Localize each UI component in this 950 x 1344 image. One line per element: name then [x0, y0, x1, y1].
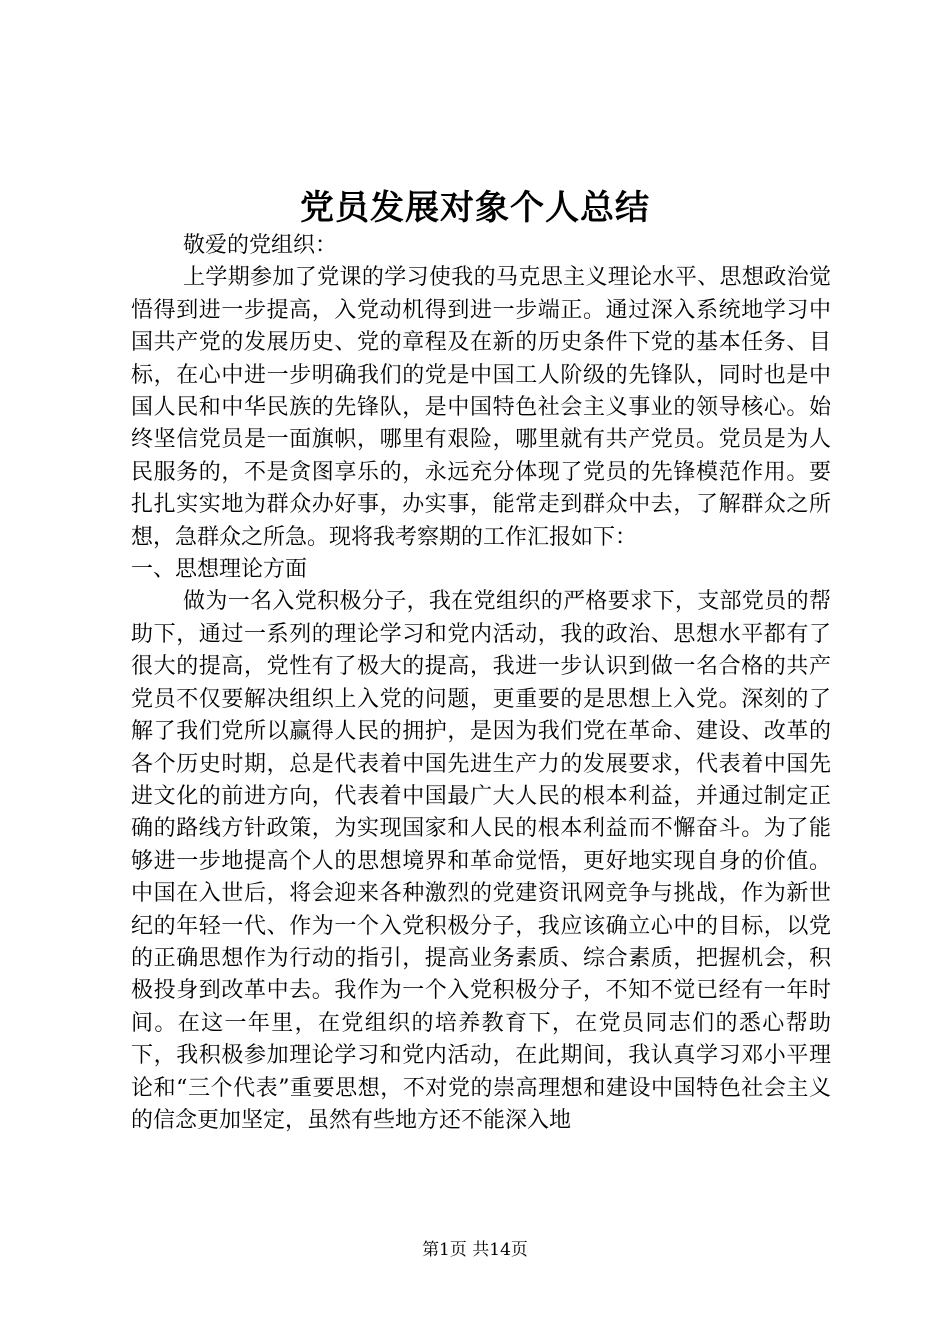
intro-paragraph: 上学期参加了党课的学习使我的马克思主义理论水平、思想政治觉悟得到进一步提高，入党动机得到进一步端正。通过深入系统地学习中国共产党的发展历史、党的章程及在新的历史条件下党的基本任务、目标，在心中进一步明确我们的党是中国工人阶级的先锋队，同时也是中国人民和中华民族的先锋队，是中国特色社会主义事业的领导核心。始终坚信党员是一面旗帜，哪里有艰险，哪里就有共产党员。党员是为人民服务的，不是贪图享乐的，永远充分体现了党员的先锋模范作用。要扎扎实实地为群众办好事，办实事，能常走到群众中去，了解群众之所想，急群众之所急。现将我考察期的工作汇报如下： — [131, 265, 831, 550]
section-heading: 一、思想理论方面 — [131, 557, 308, 583]
document-title: 党员发展对象个人总结 — [300, 188, 650, 228]
section-paragraph: 做为一名入党积极分子，我在党组织的严格要求下，支部党员的帮助下，通过一系列的理论学习和党内活动，我的政治、思想水平都有了很大的提高，党性有了极大的提高，我进一步认识到做一名合格的共产党员不仅要解决组织上入党的问题，更重要的是思想上入党。深刻的了解了我们党所以赢得人民的拥护，是因为我们党在革命、建设、改革的各个历史时期，总是代表着中国先进生产力的发展要求，代表着中国先进文化的前进方向，代表着中国最广大人民的根本利益，并通过制定正确的路线方针政策，为实现国家和人民的根本利益而不懈奋斗。为了能够进一步地提高个人的思想境界和革命觉悟，更好地实现自身的价值。中国在入世后，将会迎来各种激烈的党建资讯网竞争与挑战，作为新世纪的年轻一代、作为一个入党积极分子，我应该确立心中的目标，以党的正确思想作为行动的指引，提高业务素质、综合素质，把握机会，积极投身到改革中去。我作为一个入党积极分子，不知不觉已经有一年时间。在这一年里，在党组织的培养教育下，在党员同志们的悉心帮助下，我积极参加理论学习和党内活动，在此期间，我认真学习邓小平理论和“三个代表”重要思想，不对党的崇高理想和建设中国特色社会主义的信念更加坚定，虽然有些地方还不能深入地 — [131, 589, 831, 1133]
salutation: 敬爱的党组织： — [183, 233, 338, 258]
page-number-footer: 第1页 共14页 — [422, 1240, 528, 1260]
document-body — [131, 230, 831, 1137]
